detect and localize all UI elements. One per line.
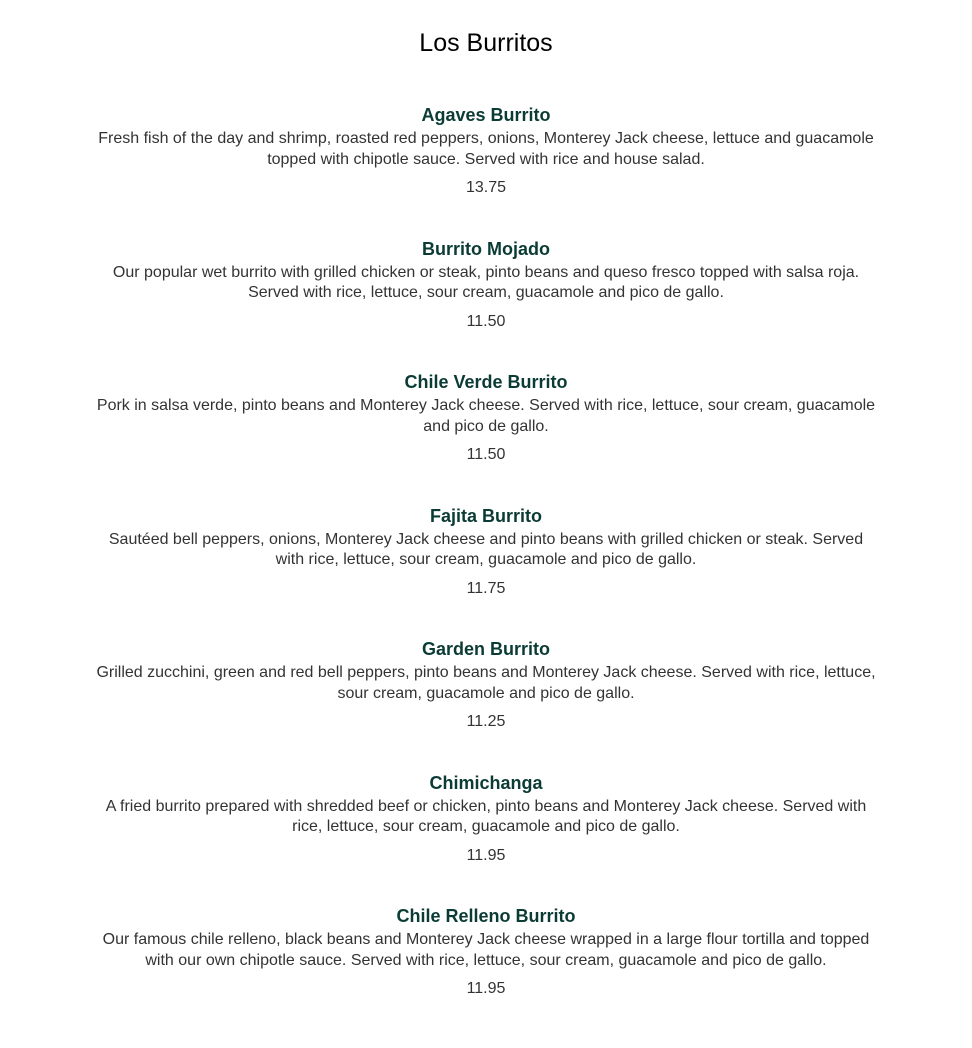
item-name: Fajita Burrito (429, 505, 542, 526)
item-name: Burrito Mojado (422, 238, 550, 259)
menu-item (86, 905, 886, 1039)
item-description: Pork in salsa verde, pinto beans and Monterey Jack cheese. Served with rice, lettuce, sour cream, guacamole and pico de gallo. (96, 397, 876, 435)
item-description: Our popular wet burrito with grilled chicken or steak, pinto beans and queso fresco topped with salsa roja. Served with rice, lettuce, sour cream, guacamole and pico de gallo. (112, 263, 860, 301)
item-name: Chile Relleno Burrito (396, 906, 576, 926)
item-name: Chile Verde Burrito (404, 372, 568, 392)
menu-item (86, 104, 886, 238)
menu-item (86, 505, 886, 639)
item-description: Fresh fish of the day and shrimp, roasted red peppers, onions, Monterey Jack cheese, lettuce and guacamole topped with chipotle sauce. Served with rice and house salad. (98, 130, 874, 168)
item-price: 11.75 (466, 579, 506, 597)
item-name: Chimichanga (429, 772, 543, 793)
menu-item (86, 638, 886, 772)
item-name: Agaves Burrito (421, 105, 551, 125)
menu-item (86, 238, 886, 372)
menu-item (86, 371, 886, 505)
item-description: Sautéed bell peppers, onions, Monterey Jack cheese and pinto beans with grilled chicken or steak. Served with rice, lettuce, sour cream, guacamole and pico de gallo. (108, 530, 864, 568)
item-description: A fried burrito prepared with shredded beef or chicken, pinto beans and Monterey Jack cheese. Served with rice, lettuce, sour cream, guacamole and pico de gallo. (105, 797, 867, 835)
menu-item (86, 772, 886, 906)
menu-list (0, 104, 972, 1039)
item-price: 13.75 (465, 179, 507, 196)
item-price: 11.50 (466, 446, 506, 463)
item-description: Our famous chile relleno, black beans and Monterey Jack cheese wrapped in a large flour tortilla and topped with our own chipotle sauce. Served with rice, lettuce, sour cream, guacamole and pico de gallo. (102, 931, 870, 969)
item-price: 11.25 (466, 713, 506, 730)
item-name: Garden Burrito (421, 639, 550, 659)
item-price: 11.50 (466, 312, 506, 330)
item-price: 11.95 (466, 846, 506, 864)
page-title: Los Burritos (419, 29, 553, 57)
item-description: Grilled zucchini, green and red bell peppers, pinto beans and Monterey Jack cheese. Served with rice, lettuce, sour cream, guacamole and pico de gallo. (96, 664, 876, 702)
item-price: 11.95 (466, 980, 506, 997)
